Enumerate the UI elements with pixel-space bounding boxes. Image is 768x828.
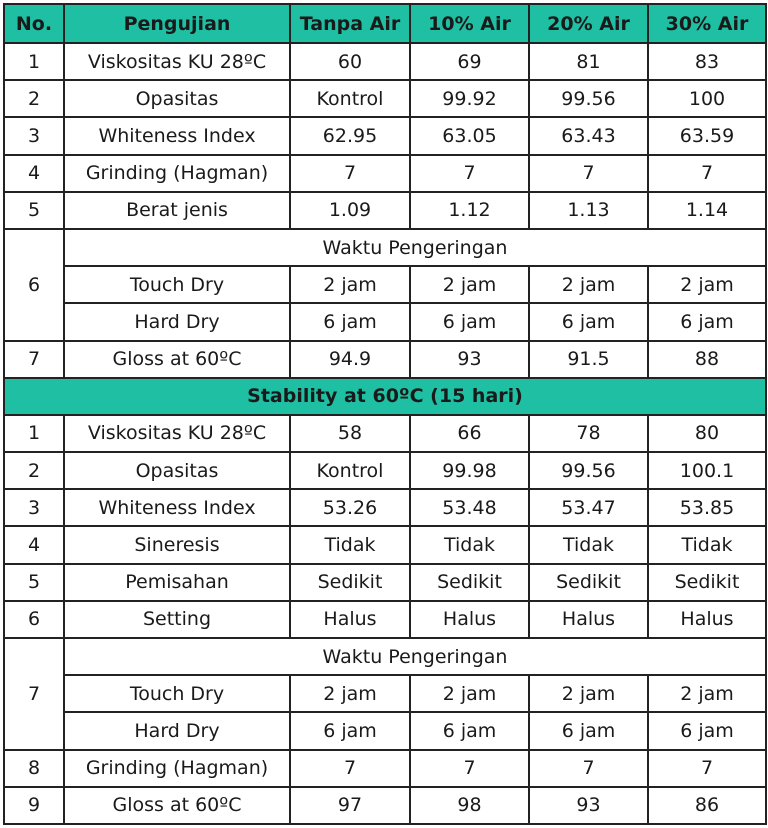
value-cell: Tidak [290,526,410,563]
drying-sub-row [4,712,766,749]
row-number: 3 [4,489,64,526]
test-name: Setting [64,601,290,638]
value-cell: 53.85 [648,489,766,526]
drying-sub-row [4,266,766,303]
value-cell: Tidak [529,526,648,563]
table-row [4,452,766,489]
value-cell: 2 jam [529,266,648,303]
table-row [4,117,766,154]
table-row [4,192,766,229]
drying-title-row [4,229,766,266]
row-number: 6 [4,601,64,638]
test-name: Viskositas KU 28ºC [64,415,290,452]
value-cell: 2 jam [648,675,766,712]
value-cell: 99.92 [410,80,529,117]
value-cell: Kontrol [290,452,410,489]
drying-sub-row [4,303,766,340]
table-row [4,564,766,601]
header-10-air: 10% Air [410,4,529,43]
test-name: Gloss at 60ºC [64,341,290,378]
value-cell: 6 jam [648,712,766,749]
row-number: 3 [4,117,64,154]
value-cell: 6 jam [410,712,529,749]
value-cell: 6 jam [648,303,766,340]
value-cell: 1.14 [648,192,766,229]
value-cell: 80 [648,415,766,452]
row-number: 5 [4,564,64,601]
test-name: Whiteness Index [64,489,290,526]
value-cell: 7 [648,750,766,787]
test-name: Pemisahan [64,564,290,601]
section-header-row [4,378,766,415]
header-pengujian: Pengujian [64,4,290,43]
value-cell: 63.43 [529,117,648,154]
value-cell: Tidak [648,526,766,563]
value-cell: 2 jam [290,266,410,303]
table-row [4,526,766,563]
header-30-air: 30% Air [648,4,766,43]
value-cell: 94.9 [290,341,410,378]
value-cell: 1.12 [410,192,529,229]
value-cell: 83 [648,43,766,80]
value-cell: 2 jam [290,675,410,712]
header-tanpa-air: Tanpa Air [290,4,410,43]
value-cell: Sedikit [529,564,648,601]
table-row [4,787,766,824]
row-number: 6 [4,229,64,341]
value-cell: Halus [290,601,410,638]
value-cell: 100.1 [648,452,766,489]
value-cell: 6 jam [529,712,648,749]
value-cell: Halus [529,601,648,638]
row-number: 2 [4,452,64,489]
value-cell: 53.47 [529,489,648,526]
test-name: Berat jenis [64,192,290,229]
header-20-air: 20% Air [529,4,648,43]
value-cell: Sedikit [648,564,766,601]
value-cell: 6 jam [529,303,648,340]
value-cell: 7 [529,750,648,787]
row-number: 9 [4,787,64,824]
test-name: Sineresis [64,526,290,563]
value-cell: 6 jam [290,712,410,749]
value-cell: 63.59 [648,117,766,154]
test-name: Hard Dry [64,303,290,340]
value-cell: 99.56 [529,80,648,117]
value-cell: 91.5 [529,341,648,378]
value-cell: 7 [529,155,648,192]
value-cell: 60 [290,43,410,80]
value-cell: 7 [290,155,410,192]
test-name: Viskositas KU 28ºC [64,43,290,80]
drying-title: Waktu Pengeringan [64,229,766,266]
value-cell: 1.09 [290,192,410,229]
value-cell: 62.95 [290,117,410,154]
value-cell: 2 jam [410,266,529,303]
test-name: Touch Dry [64,266,290,303]
row-number: 5 [4,192,64,229]
table-body [4,43,766,824]
value-cell: 7 [290,750,410,787]
row-number: 1 [4,43,64,80]
value-cell: 58 [290,415,410,452]
value-cell: 66 [410,415,529,452]
value-cell: 7 [648,155,766,192]
value-cell: 99.56 [529,452,648,489]
drying-title: Waktu Pengeringan [64,638,766,675]
row-number: 7 [4,341,64,378]
header-row [4,4,766,43]
row-number: 4 [4,526,64,563]
value-cell: 7 [410,750,529,787]
value-cell: 93 [529,787,648,824]
value-cell: 6 jam [410,303,529,340]
value-cell: 98 [410,787,529,824]
row-number: 2 [4,80,64,117]
row-number: 1 [4,415,64,452]
test-name: Grinding (Hagman) [64,155,290,192]
row-number: 8 [4,750,64,787]
test-name: Opasitas [64,80,290,117]
value-cell: Sedikit [290,564,410,601]
table-row [4,80,766,117]
value-cell: 86 [648,787,766,824]
table-row [4,750,766,787]
section-title: Stability at 60ºC (15 hari) [4,378,766,415]
value-cell: 1.13 [529,192,648,229]
value-cell: 6 jam [290,303,410,340]
value-cell: 88 [648,341,766,378]
test-name: Whiteness Index [64,117,290,154]
value-cell: Halus [648,601,766,638]
test-name: Touch Dry [64,675,290,712]
value-cell: 53.48 [410,489,529,526]
value-cell: 93 [410,341,529,378]
value-cell: 99.98 [410,452,529,489]
table-row [4,415,766,452]
row-number: 4 [4,155,64,192]
value-cell: 97 [290,787,410,824]
test-name: Opasitas [64,452,290,489]
row-number: 7 [4,638,64,750]
value-cell: Sedikit [410,564,529,601]
table-row [4,601,766,638]
value-cell: 2 jam [410,675,529,712]
drying-sub-row [4,675,766,712]
value-cell: 7 [410,155,529,192]
value-cell: Kontrol [290,80,410,117]
value-cell: 2 jam [648,266,766,303]
value-cell: 63.05 [410,117,529,154]
value-cell: Halus [410,601,529,638]
table-row [4,155,766,192]
table-row [4,43,766,80]
value-cell: 2 jam [529,675,648,712]
table-row [4,341,766,378]
value-cell: Tidak [410,526,529,563]
header-no: No. [4,4,64,43]
test-results-table [3,3,767,825]
table-row [4,489,766,526]
test-name: Gloss at 60ºC [64,787,290,824]
test-name: Hard Dry [64,712,290,749]
value-cell: 100 [648,80,766,117]
test-name: Grinding (Hagman) [64,750,290,787]
value-cell: 69 [410,43,529,80]
value-cell: 78 [529,415,648,452]
value-cell: 81 [529,43,648,80]
value-cell: 53.26 [290,489,410,526]
drying-title-row [4,638,766,675]
